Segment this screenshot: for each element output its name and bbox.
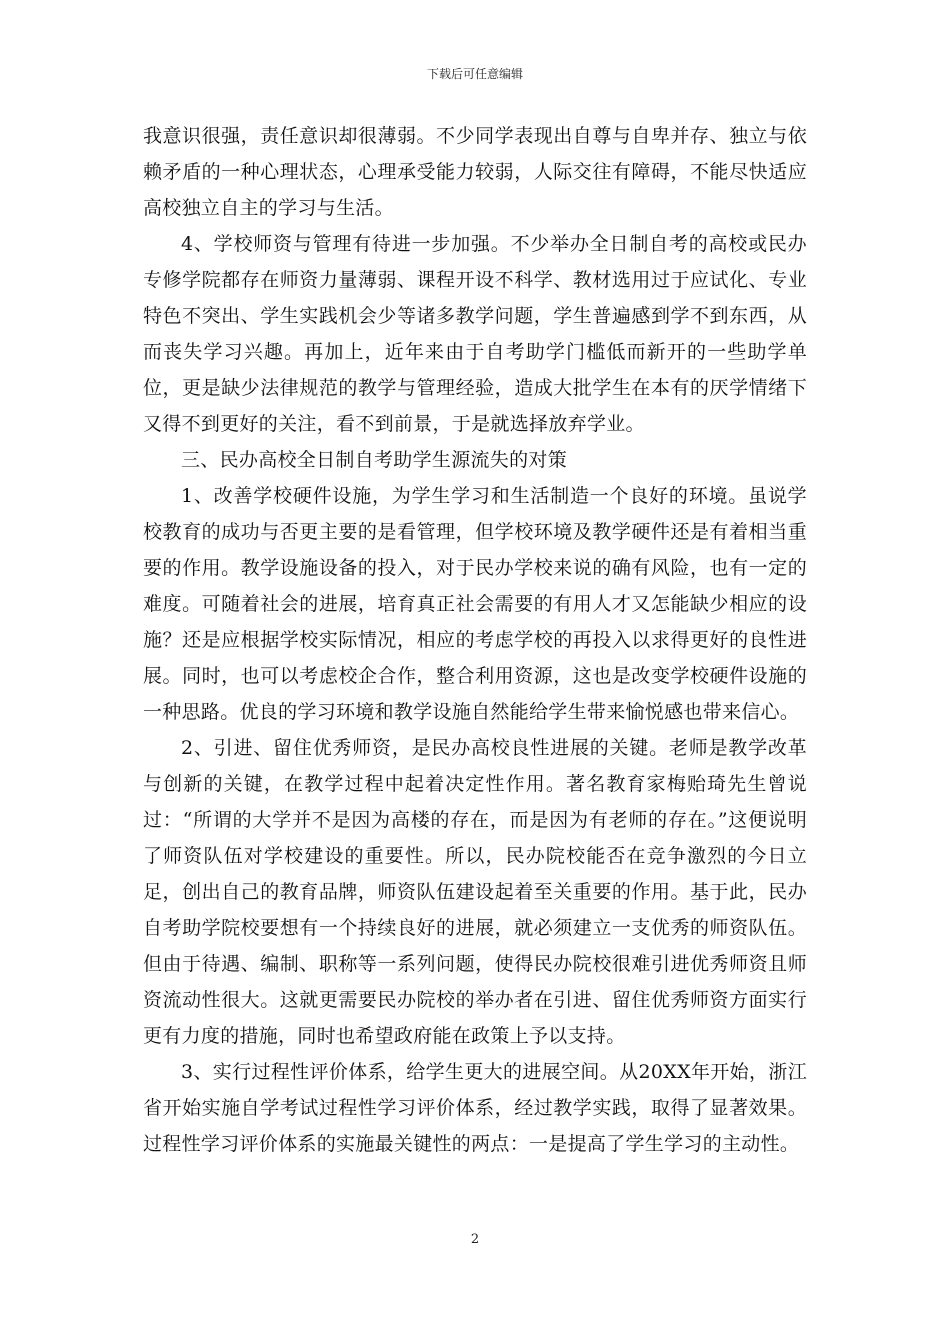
section-heading: 三、民办高校全日制自考助学生源流失的对策 (181, 449, 568, 471)
paragraph-measure-3: 3、实行过程性评价体系，给学生更大的进展空间。从20XX年开始，浙江省开始实施自学考试过程性学习评价体系，经过教学实践，取得了显著效果。过程性学习评价体系的实施最关键性的两点：一是提高了学生学习的主动性。 (143, 1061, 807, 1155)
page-header (0, 66, 950, 82)
header-note: 下载后可任意编辑 (426, 67, 523, 81)
paragraph-measure-1: 1、改善学校硬件设施，为学生学习和生活制造一个良好的环境。虽说学校教育的成功与否更主要的是看管理，但学校环境及教学硬件还是有着相当重要的作用。教学设施设备的投入，对于民办学校来说的确有风险，也有一定的难度。可随着社会的进展，培育真正社会需要的有用人才又怎能缺少相应的设施？还是应根据学校实际情况，相应的考虑学校的再投入以求得更好的良性进展。同时，也可以考虑校企合作，整合利用资源，这也是改变学校硬件设施的一种思路。优良的学习环境和教学设施自然能给学生带来愉悦感也带来信心。 (143, 485, 807, 723)
page-number: 2 (470, 1232, 480, 1247)
paragraph-continuation: 我意识很强，责任意识却很薄弱。不少同学表现出自尊与自卑并存、独立与依赖矛盾的一种心理状态，心理承受能力较弱，人际交往有障碍，不能尽快适应高校独立自主的学习与生活。 (143, 125, 807, 219)
document-body (143, 118, 807, 1162)
paragraph-point-4: 4、学校师资与管理有待进一步加强。不少举办全日制自考的高校或民办专修学院都存在师资力量薄弱、课程开设不科学、教材选用过于应试化、专业特色不突出、学生实践机会少等诸多教学问题，学生普遍感到学不到东西，从而丧失学习兴趣。再加上，近年来由于自考助学门槛低而新开的一些助学单位，更是缺少法律规范的教学与管理经验，造成大批学生在本有的厌学情绪下又得不到更好的关注，看不到前景，于是就选择放弃学业。 (143, 233, 807, 435)
page-footer (0, 1232, 950, 1248)
paragraph-measure-2: 2、引进、留住优秀师资，是民办高校良性进展的关键。老师是教学改革与创新的关键，在教学过程中起着决定性作用。著名教育家梅贻琦先生曾说过：“所谓的大学并不是因为高楼的存在，而是因为有老师的存在。”这便说明了师资队伍对学校建设的重要性。所以，民办院校能否在竞争激烈的今日立足，创出自己的教育品牌，师资队伍建设起着至关重要的作用。基于此，民办自考助学院校要想有一个持续良好的进展，就必须建立一支优秀的师资队伍。但由于待遇、编制、职称等一系列问题，使得民办院校很难引进优秀师资且师资流动性很大。这就更需要民办院校的举办者在引进、留住优秀师资方面实行更有力度的措施，同时也希望政府能在政策上予以支持。 (143, 737, 807, 1047)
